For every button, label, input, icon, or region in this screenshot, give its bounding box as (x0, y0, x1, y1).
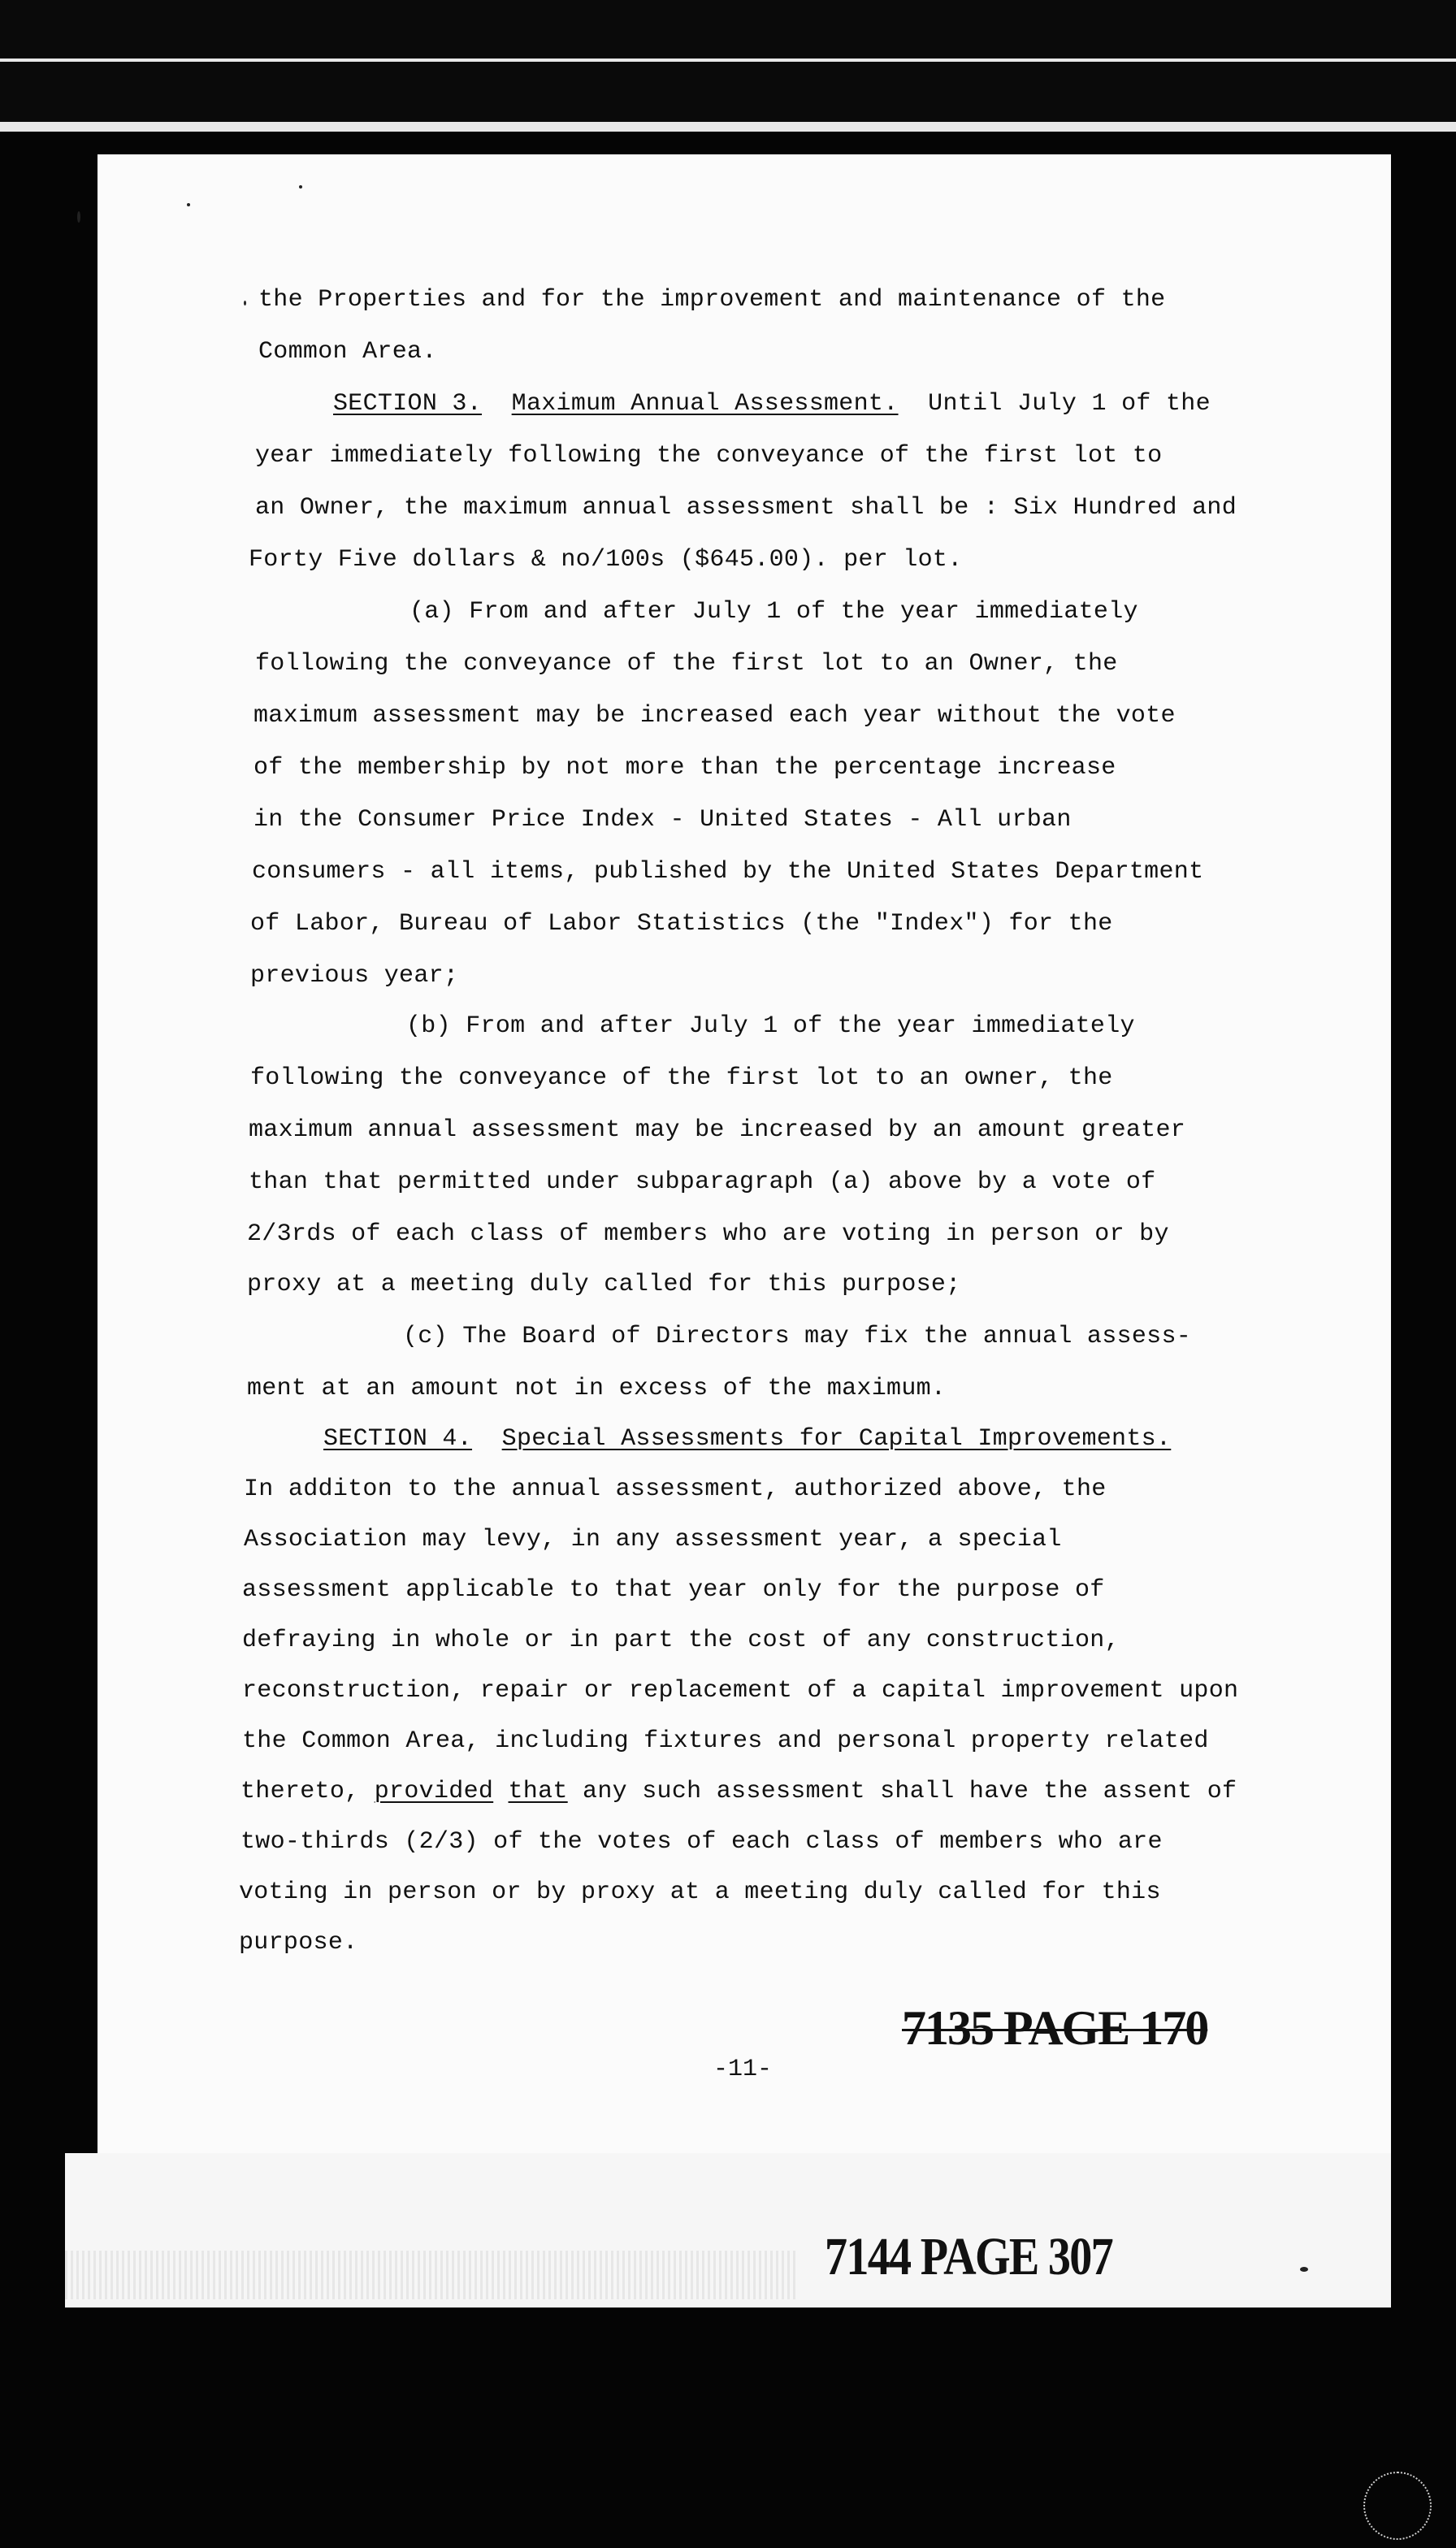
text-line: (a) From and after July 1 of the year immediately (410, 598, 1138, 626)
scan-line-2 (0, 122, 1456, 132)
scan-line-1 (0, 58, 1456, 62)
text-line: 2/3rds of each class of members who are voting in person or by (247, 1220, 1169, 1248)
dust-speck (187, 203, 190, 206)
provided-line (240, 1778, 1237, 1805)
text-line: the Properties and for the improvement and maintenance of the (258, 286, 1166, 314)
recording-stamp-top: 7135 PAGE 170 (902, 2001, 1208, 2055)
section-3-heading (333, 390, 1211, 418)
text-line: of the membership by not more than the percentage increase (254, 754, 1116, 782)
that-word: that (508, 1778, 568, 1805)
page-number: -11- (713, 2056, 773, 2083)
text-line: than that permitted under subparagraph (a) above by a vote of (249, 1168, 1156, 1196)
dust-speck (244, 301, 246, 306)
section-3-rest: Until July 1 of the (928, 390, 1211, 418)
text-line: an Owner, the maximum annual assessment shall be : Six Hundred and (255, 494, 1237, 522)
text-line: voting in person or by proxy at a meeting duly called for this (239, 1878, 1161, 1906)
section-3-title: Maximum Annual Assessment. (511, 390, 899, 418)
text-line: of Labor, Bureau of Labor Statistics (the "Index") for the (250, 910, 1113, 938)
text-line: Association may levy, in any assessment year, a special (244, 1526, 1062, 1554)
text-line: two-thirds (2/3) of the votes of each class of members who are (240, 1828, 1163, 1856)
text-line: defraying in whole or in part the cost of any construction, (242, 1627, 1120, 1654)
text-line: ment at an amount not in excess of the maximum. (247, 1375, 947, 1402)
text-line: Common Area. (258, 338, 437, 366)
text-line: In additon to the annual assessment, authorized above, the (244, 1476, 1107, 1503)
text-line: (c) The Board of Directors may fix the annual assess- (403, 1323, 1192, 1350)
provided-word: provided (374, 1778, 494, 1805)
dust-speck (299, 185, 302, 188)
section-4-heading (323, 1425, 1171, 1453)
text-line: following the conveyance of the first lot to an owner, the (250, 1064, 1113, 1092)
text-line: (b) From and after July 1 of the year immediately (406, 1012, 1135, 1040)
scan-corner-mark (1363, 2472, 1432, 2540)
text-line: in the Consumer Price Index - United States - All urban (254, 806, 1072, 834)
text-line: previous year; (250, 962, 459, 990)
text-line: Forty Five dollars & no/100s ($645.00). per lot. (249, 546, 963, 574)
section-3-label: SECTION 3. (333, 390, 483, 418)
text-line: following the conveyance of the first lot to an Owner, the (255, 650, 1118, 678)
text-line: the Common Area, including fixtures and personal property related (242, 1727, 1209, 1755)
text-line: assessment applicable to that year only for the purpose of (242, 1576, 1105, 1604)
provided-line-pre: thereto, (240, 1778, 360, 1805)
dust-speck (1300, 2267, 1308, 2272)
text-line: year immediately following the conveyance of the first lot to (255, 442, 1163, 470)
section-4-title: Special Assessments for Capital Improvements. (501, 1425, 1172, 1453)
text-line: reconstruction, repair or replacement of a capital improvement upon (242, 1677, 1239, 1705)
recording-stamp-bottom: 7144 PAGE 307 (825, 2227, 1112, 2286)
text-line: proxy at a meeting duly called for this purpose; (247, 1271, 961, 1298)
text-line: purpose. (239, 1929, 358, 1956)
dust-speck (77, 211, 80, 223)
text-line: consumers - all items, published by the United States Department (252, 858, 1204, 886)
provided-line-post: any such assessment shall have the assent of (583, 1778, 1237, 1805)
section-4-label: SECTION 4. (323, 1425, 473, 1453)
text-line: maximum annual assessment may be increased by an amount greater (249, 1116, 1186, 1144)
scan-noise (65, 2251, 796, 2299)
text-line: maximum assessment may be increased each year without the vote (254, 702, 1176, 730)
